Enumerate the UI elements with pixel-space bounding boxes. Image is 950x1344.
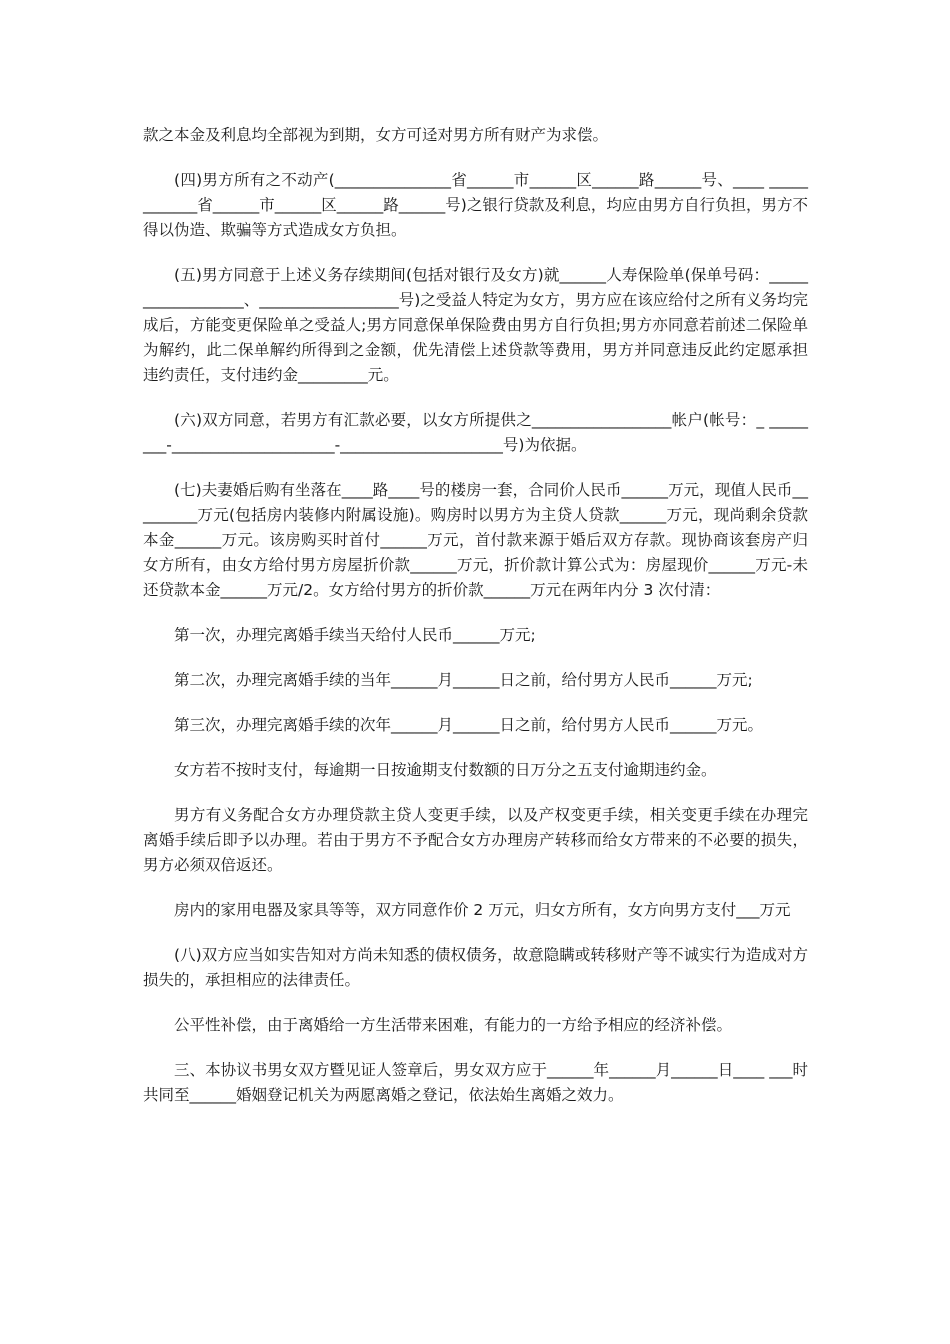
- paragraph-continuation: 款之本金及利息均全部视为到期，女方可迳对男方所有财产为求偿。: [143, 126, 609, 144]
- paragraph-payment-second: 第二次，办理完离婚手续的当年______月______日之前，给付男方人民币______万元;: [174, 671, 753, 689]
- paragraph-payment-third: 第三次，办理完离婚手续的次年______月______日之前，给付男方人民币______万元。: [174, 716, 764, 734]
- paragraph-5-insurance: (五)男方同意于上述义务存续期间(包括对银行及女方)就______人寿保险单(保单号码：__________________、__________________号)之受益人特定为女方，男方应在该应给付之所有义务均完成后，方能变更保险单之受益人;男方同意保单保险费由男方自行负担;男方亦同意若前述二保险单为解约，此二保单解约所得到之金额，优先清偿上述贷款等费用，男方并同意违反此约定愿承担违约责任，支付违约金_________元。: [143, 266, 808, 384]
- paragraph-6-remittance: (六)双方同意，若男方有汇款必要，以女方所提供之__________________帐户(帐号：_ ________-_____________________-_____________________号)为依据。: [143, 411, 808, 454]
- paragraph-furniture: 房内的家用电器及家具等等，双方同意作价 2 万元，归女方所有，女方向男方支付___万元: [174, 901, 791, 919]
- paragraph-3-registration: 三、本协议书男女双方暨见证人签章后，男女双方应于______年______月______日____ ___时共同至______婚姻登记机关为两愿离婚之登记，依法始生离婚之效力。: [143, 1061, 808, 1104]
- paragraph-transfer-duty: 男方有义务配合女方办理贷款主贷人变更手续，以及产权变更手续，相关变更手续在办理完离婚手续后即予以办理。若由于男方不予配合女方办理房产转移而给女方带来的不必要的损失，男方必须双倍返还。: [143, 806, 808, 874]
- paragraph-compensation: 公平性补偿，由于离婚给一方生活带来困难，有能力的一方给予相应的经济补偿。: [174, 1016, 733, 1034]
- paragraph-payment-first: 第一次，办理完离婚手续当天给付人民币______万元;: [174, 626, 536, 644]
- paragraph-4-real-estate: (四)男方所有之不动产(_______________省______市______区______路______号、____ ____________省______市______区______路______号)之银行贷款及利息，均应由男方自行负担，男方不得以伪造、欺骗等方式造成女方负担。: [143, 171, 808, 239]
- paragraph-late-penalty: 女方若不按时支付，每逾期一日按逾期支付数额的日万分之五支付逾期违约金。: [174, 761, 717, 779]
- paragraph-8-debts: (八)双方应当如实告知对方尚未知悉的债权债务，故意隐瞒或转移财产等不诚实行为造成对方损失的，承担相应的法律责任。: [143, 946, 808, 989]
- paragraph-7-house: (七)夫妻婚后购有坐落在____路____号的楼房一套，合同价人民币______万元，现值人民币_________万元(包括房内装修内附属设施)。购房时以男方为主贷人贷款______万元，现尚剩余贷款本金______万元。该房购买时首付______万元，首付款来源于婚后双方存款。现协商该套房产归女方所有，由女方给付男方房屋折价款______万元，折价款计算公式为：房屋现价______万元-未还贷款本金______万元/2。女方给付男方的折价款______万元在两年内分 3 次付清：: [143, 481, 808, 599]
- document-body: [143, 123, 808, 1128]
